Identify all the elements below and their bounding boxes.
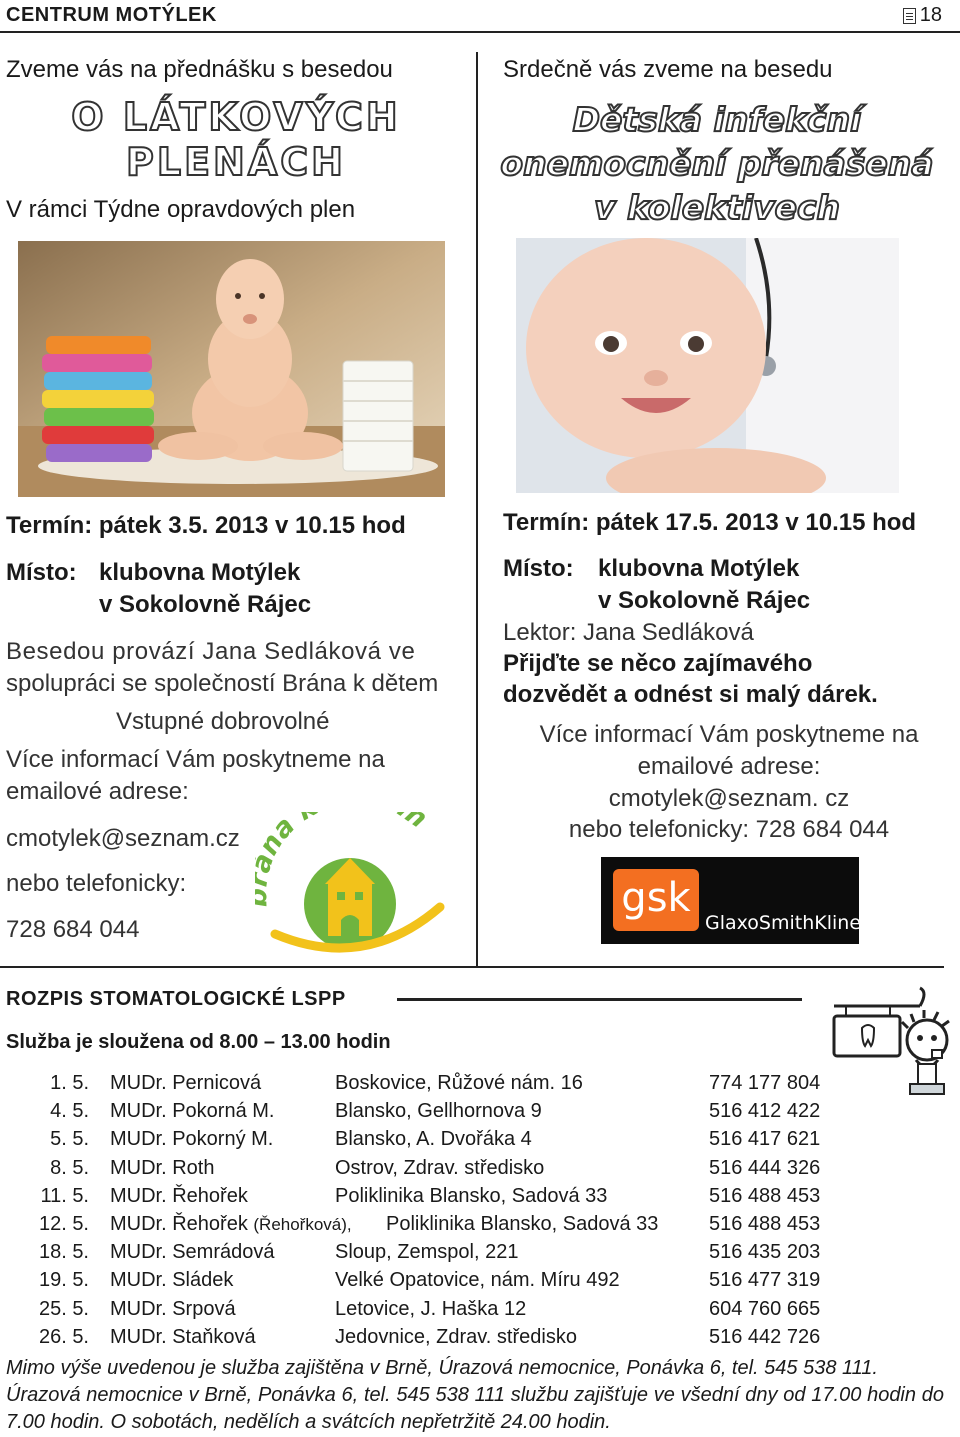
- left-misto-label: Místo:: [6, 559, 77, 586]
- baby-doctor-photo: [516, 238, 899, 493]
- row-date: 25. 5.: [38, 1297, 89, 1320]
- row-date: 8. 5.: [50, 1156, 89, 1179]
- gsk-logo-mark: gsk: [621, 875, 691, 921]
- row-place: Velké Opatovice, nám. Míru 492: [335, 1269, 620, 1292]
- row-doctor: MUDr. Roth: [110, 1156, 215, 1179]
- row-doctor: MUDr. Pokorná M.: [110, 1100, 275, 1123]
- right-title-line1: Dětská infekční: [572, 100, 862, 139]
- left-phone: 728 684 044: [6, 916, 140, 943]
- right-info-line2: emailové adrese:: [637, 753, 821, 780]
- gsk-logo-name: GlaxoSmithKline: [705, 912, 859, 934]
- section-title: CENTRUM MOTÝLEK: [6, 4, 217, 26]
- right-prijdte-line1: Přijďte se něco zajímavého: [503, 650, 813, 677]
- brana-k-detem-logo: [255, 812, 455, 957]
- sluzba-text: Služba je sloužena od 8.00 – 13.00 hodin: [6, 1031, 391, 1053]
- right-misto-line1: klubovna Motýlek: [598, 555, 800, 582]
- left-vstupne: Vstupné dobrovolné: [116, 708, 330, 735]
- table-row: [0, 1298, 960, 1326]
- row-date: 19. 5.: [38, 1269, 89, 1292]
- row-tel: 516 412 422: [709, 1100, 821, 1123]
- left-termin: Termín: pátek 3.5. 2013 v 10.15 hod: [6, 512, 406, 539]
- page-number: [903, 4, 942, 27]
- section-rule: [0, 966, 944, 968]
- row-date: 5. 5.: [50, 1128, 89, 1151]
- row-place: Letovice, J. Haška 12: [335, 1297, 527, 1320]
- table-row: [0, 1072, 960, 1100]
- left-title-line2: PLENÁCH: [126, 140, 346, 184]
- header-rule: [0, 31, 960, 33]
- footer-line1: Mimo výše uvedenou je služba zajištěna v Brně, Úrazová nemocnice, Ponávka 6, tel. 545 538 111.: [6, 1357, 878, 1379]
- table-row: [0, 1157, 960, 1185]
- row-doctor: MUDr. Staňková: [110, 1325, 256, 1348]
- left-misto-line1: klubovna Motýlek: [99, 559, 301, 586]
- row-date: 4. 5.: [50, 1100, 89, 1123]
- row-doctor: MUDr. Řehořek: [110, 1184, 248, 1207]
- row-date: 26. 5.: [38, 1325, 89, 1348]
- row-date: 12. 5.: [38, 1213, 89, 1235]
- row-tel: 516 488 453: [709, 1184, 821, 1207]
- table-row: [0, 1241, 960, 1269]
- row-place: Poliklinika Blansko, Sadová 33: [386, 1213, 659, 1235]
- row-tel: 516 444 326: [709, 1156, 821, 1179]
- right-phone: nebo telefonicky: 728 684 044: [568, 816, 890, 843]
- table-row: [0, 1213, 960, 1241]
- row-tel: 516 417 621: [709, 1128, 821, 1151]
- column-divider: [476, 52, 478, 966]
- rozpis-title: ROZPIS STOMATOLOGICKÉ LSPP: [6, 988, 346, 1010]
- row-place: Blansko, Gellhornova 9: [335, 1100, 542, 1123]
- left-phone-label: nebo telefonicky:: [6, 870, 187, 897]
- row-tel: 516 488 453: [709, 1213, 821, 1235]
- left-besedou-line2: spolupráci se společností Brána k dětem: [6, 670, 439, 697]
- row-date: 11. 5.: [40, 1184, 89, 1207]
- right-info-line1: Více informací Vám poskytneme na: [539, 721, 919, 748]
- page-number-text: 18: [919, 4, 942, 26]
- right-misto-line2: v Sokolovně Rájec: [598, 587, 811, 614]
- right-title: [484, 98, 950, 230]
- row-doctor: MUDr. Semrádová: [110, 1241, 275, 1264]
- right-prijdte-line2: dozvědět a odnést si malý dárek.: [503, 681, 878, 708]
- row-date: 18. 5.: [38, 1241, 89, 1264]
- brana-logo-text: na m: [255, 812, 433, 861]
- table-row: [0, 1269, 960, 1297]
- table-row: [0, 1326, 960, 1354]
- left-info-line2: emailové adrese:: [6, 778, 189, 805]
- row-place: Sloup, Zemspol, 221: [335, 1241, 519, 1264]
- right-title-line2: onemocnění přenášená: [500, 144, 934, 183]
- baby-cloth-diapers-photo: [18, 241, 445, 497]
- row-doctor-note: (Řehořková),: [253, 1215, 352, 1234]
- row-place: Boskovice, Růžové nám. 16: [335, 1072, 583, 1094]
- left-email: cmotylek@seznam.cz: [6, 825, 240, 852]
- table-row: [0, 1185, 960, 1213]
- left-subtitle: V rámci Týdne opravdových plen: [6, 196, 356, 223]
- row-doctor: MUDr. Pokorný M.: [110, 1128, 274, 1151]
- right-title-line3: v kolektivech: [593, 188, 841, 227]
- left-misto-line2: v Sokolovně Rájec: [99, 591, 312, 618]
- row-place: Blansko, A. Dvořáka 4: [335, 1128, 532, 1151]
- rozpis-title-rule: [397, 998, 802, 1001]
- left-besedou-line1: Besedou provází Jana Sedláková ve: [6, 638, 416, 665]
- row-tel: 516 435 203: [709, 1241, 821, 1264]
- left-title-line1: O LÁTKOVÝCH: [71, 95, 401, 139]
- row-doctor: MUDr. Pernicová: [110, 1072, 262, 1094]
- footer-note: [6, 1355, 944, 1436]
- row-date: 1. 5.: [50, 1072, 89, 1094]
- right-email: cmotylek@seznam. cz: [608, 785, 850, 812]
- row-doctor: [110, 1213, 352, 1236]
- left-title: [6, 95, 466, 185]
- right-termin: Termín: pátek 17.5. 2013 v 10.15 hod: [503, 509, 917, 536]
- row-place: Ostrov, Zdrav. středisko: [335, 1156, 545, 1179]
- gsk-logo: [601, 857, 859, 944]
- page-icon: [903, 8, 916, 24]
- row-doctor: MUDr. Srpová: [110, 1297, 236, 1320]
- row-tel: 604 760 665: [709, 1297, 821, 1320]
- row-place: Poliklinika Blansko, Sadová 33: [335, 1184, 608, 1207]
- right-lead: Srdečně vás zveme na besedu: [503, 56, 833, 83]
- table-row: [0, 1100, 960, 1128]
- table-row: [0, 1128, 960, 1156]
- left-info-line1: Více informací Vám poskytneme na: [6, 746, 385, 773]
- row-doctor: MUDr. Sládek: [110, 1269, 234, 1292]
- right-misto-label: Místo:: [503, 555, 574, 582]
- right-lektor: Lektor: Jana Sedláková: [503, 619, 754, 646]
- left-lead: Zveme vás na přednášku s besedou: [6, 56, 393, 83]
- row-tel: 516 442 726: [709, 1325, 821, 1348]
- footer-line2: Úrazová nemocnice v Brně, Ponávka 6, tel. 545 538 111 službu zajišťuje ve všední dny od 17.00 hodin do 7.00 hodin. O sobotách, nedělích a svátcích nepřetržitě 24.00 hodin.: [6, 1384, 944, 1433]
- row-tel: 516 477 319: [709, 1269, 821, 1292]
- row-doctor-name: MUDr. Řehořek: [110, 1213, 248, 1235]
- row-place: Jedovnice, Zdrav. středisko: [335, 1325, 577, 1348]
- row-tel: 774 177 804: [709, 1072, 821, 1094]
